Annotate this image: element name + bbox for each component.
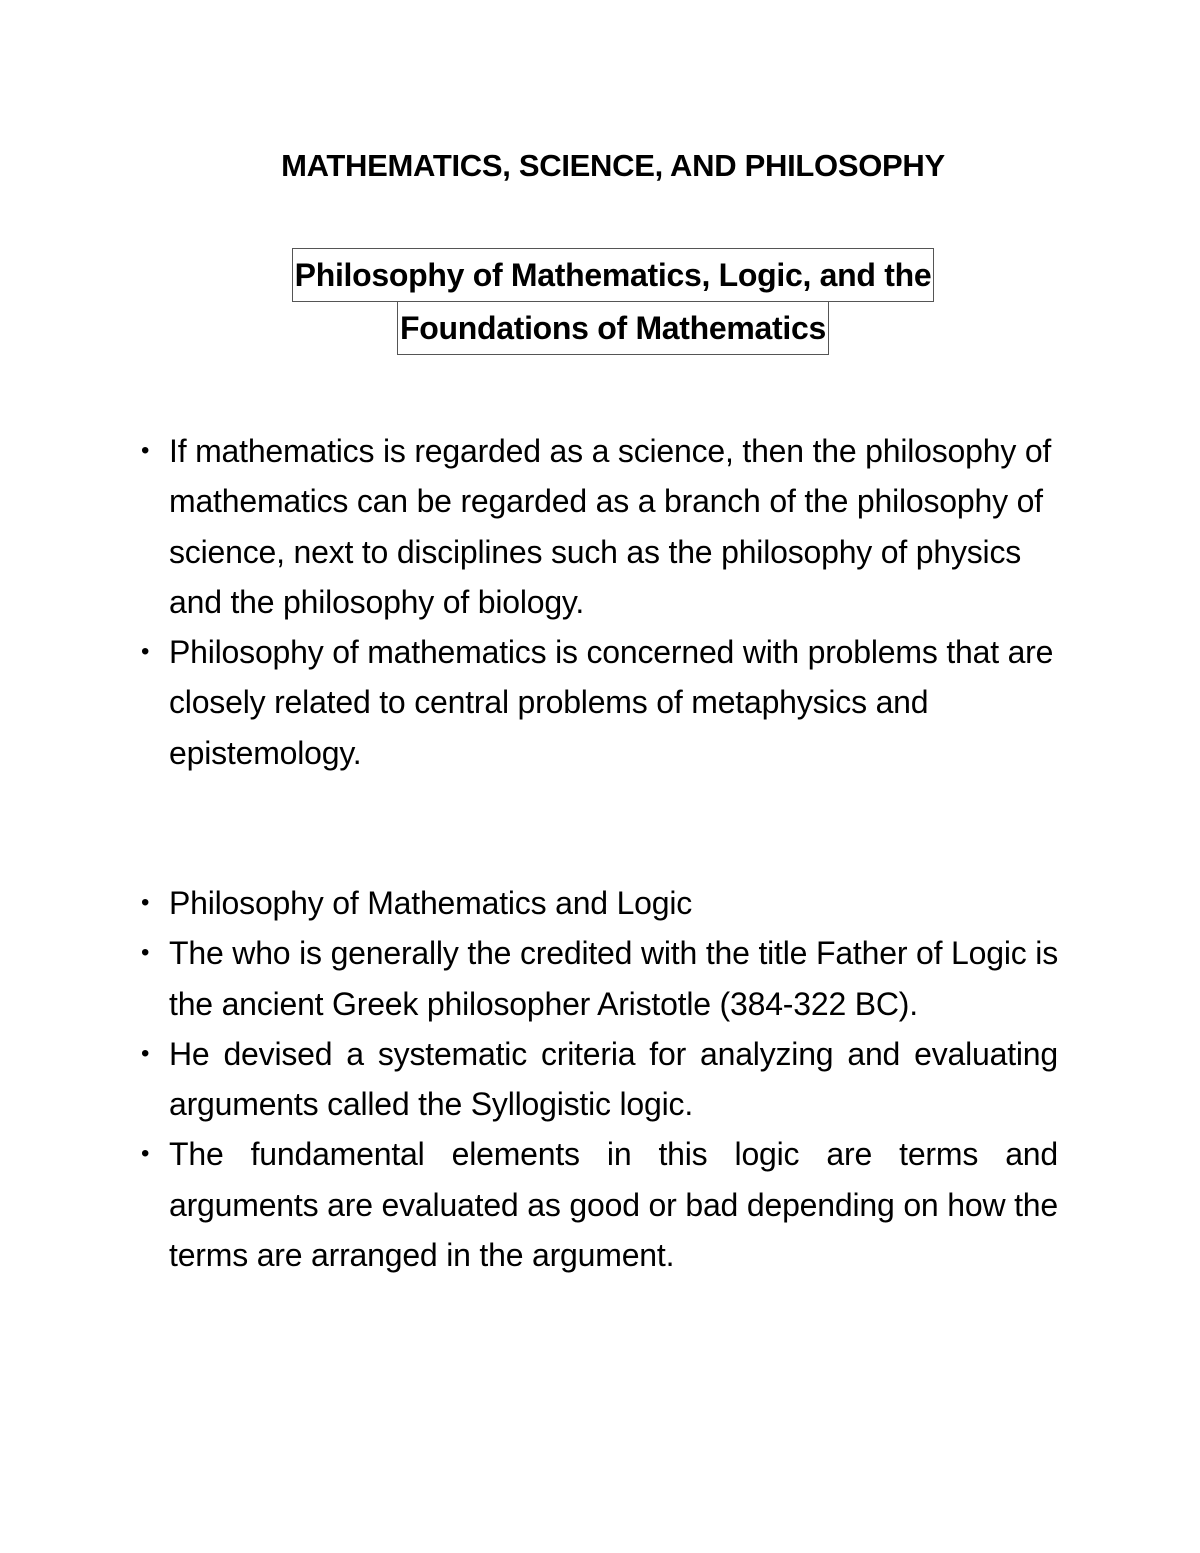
bullet-text: He devised a systematic criteria for analyzing and evaluating arguments called the Syllogistic logic. (169, 1035, 1058, 1123)
bullet-text: Philosophy of mathematics is concerned with problems that are closely related to central problems of metaphysics and epistemology. (169, 634, 1054, 771)
bullet-list-intro (141, 426, 1058, 778)
bullet-icon: • (141, 889, 150, 916)
document-title: MATHEMATICS, SCIENCE, AND PHILOSOPHY (281, 148, 945, 183)
subtitle-line-2: Foundations of Mathematics (397, 301, 829, 355)
list-item (141, 1029, 1058, 1130)
list-item (141, 878, 1058, 928)
bullet-list-logic (141, 878, 1058, 1280)
bullet-text: Philosophy of Mathematics and Logic (169, 885, 693, 921)
list-item (141, 426, 1058, 627)
bullet-icon: • (141, 1039, 150, 1067)
bullet-text: The who is generally the credited with the title Father of Logic is the ancient Greek philosopher Aristotle (384-322 BC). (169, 935, 1058, 1022)
bullet-text: The fundamental elements in this logic are terms and arguments are evaluated as good or bad depending on how the terms are arranged in the argument. (169, 1136, 1058, 1274)
bullet-icon: • (141, 437, 150, 464)
list-item (141, 1129, 1058, 1280)
bullet-text: If mathematics is regarded as a science, then the philosophy of mathematics can be regarded as a branch of the philosophy of science, next to disciplines such as the philosophy of physics and the philosophy of biology. (169, 433, 1052, 620)
bullet-icon: • (141, 939, 150, 967)
list-item (141, 928, 1058, 1029)
list-item (141, 627, 1058, 778)
bullet-icon: • (141, 638, 150, 666)
bullet-icon: • (141, 1140, 150, 1168)
document-subtitle (0, 248, 1200, 355)
subtitle-line-1: Philosophy of Mathematics, Logic, and the (292, 248, 935, 302)
